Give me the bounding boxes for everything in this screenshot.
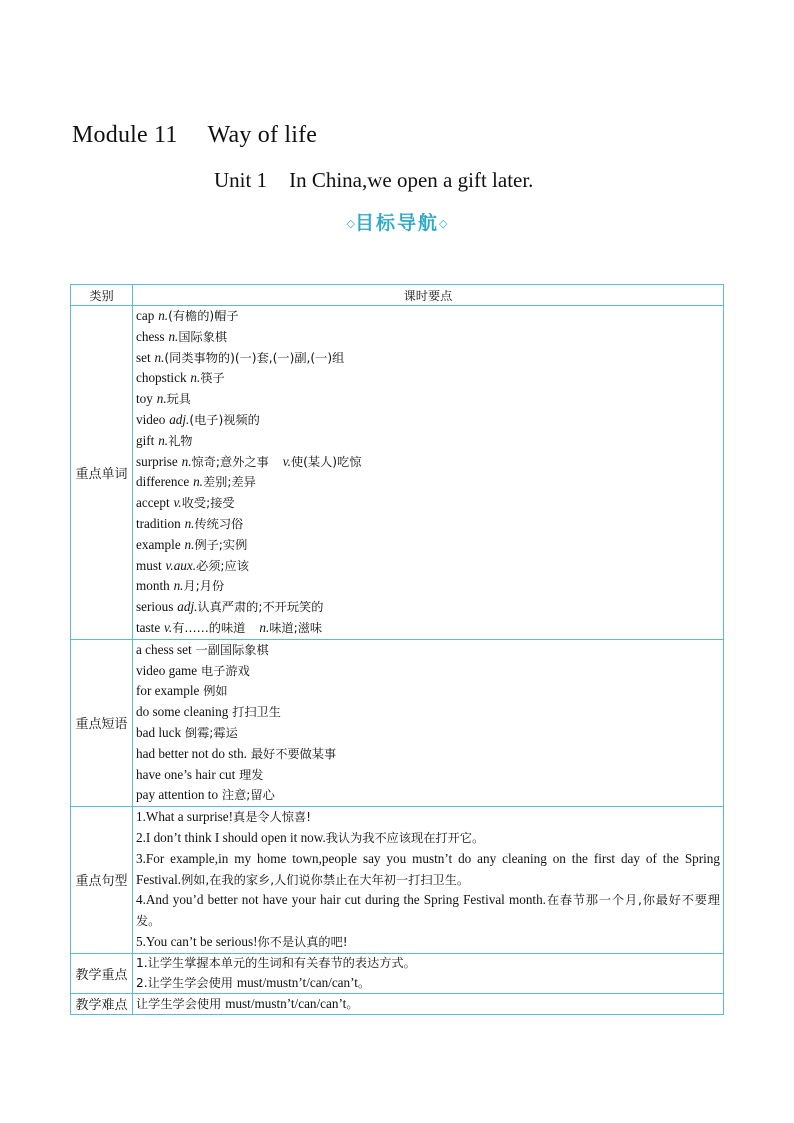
vocab-pos: n. [154,349,165,365]
difficulty-punct: 。 [346,996,359,1011]
vocab-word: month [136,578,170,594]
vocab-item [136,535,720,556]
phrase-en: have one’s hair cut [136,766,236,782]
vocab-item [136,576,720,597]
difficulty-zh: 让学生学会使用 [136,996,226,1011]
vocab-meaning: 筷子 [200,371,225,386]
vocab-item [136,618,720,639]
phrase-item [136,681,720,702]
vocab-item [136,368,720,389]
vocab-word: example [136,536,181,552]
difficulty-category: 教学难点 [71,993,133,1014]
vocab-item [136,306,720,327]
sentence-zh: 真是令人惊喜! [233,810,312,825]
table-header-row [71,285,724,306]
vocab-word: surprise [136,453,178,469]
phrase-item [136,661,720,682]
phrase-en: video game [136,662,198,678]
vocab-item [136,556,720,577]
nav-banner [0,208,794,235]
vocab-word: toy [136,391,153,407]
sentence-en: 1.What a surprise! [136,809,234,825]
phrase-zh: 理发 [239,767,264,782]
phrase-item [136,640,720,661]
vocab-meaning: 传统习俗 [194,516,244,531]
vocab-word: taste [136,619,161,635]
vocab-word: must [136,557,162,573]
sentence-zh: 我认为我不应该现在打开它。 [325,830,485,845]
vocab-meaning: 必须;应该 [196,558,249,573]
vocab-meaning: 例子;实例 [194,537,248,552]
nav-banner-title: 目标导航 [354,212,439,234]
vocab-pos: n. [181,453,192,469]
difficulty-grammar: must/mustn’t/can/can’t [225,995,347,1011]
vocab-word: tradition [136,515,181,531]
sentence-item [136,828,720,849]
vocab-word: chess [136,328,165,344]
sentence-en: 3.For example,in my home town,people say you mustn’t do any cleaning on the first day of the Spring Festival. [136,850,720,887]
phrase-zh: 例如 [203,684,228,699]
sentence-item [136,807,720,828]
vocab-meaning: 礼物 [168,433,193,448]
focus-item [136,973,720,993]
phrase-zh: 倒霉;霉运 [184,725,238,740]
lesson-table [70,284,724,1015]
vocab-pos: adj. [177,599,198,615]
vocab-item [136,452,720,473]
vocab-meaning: (电子)视频的 [189,412,260,427]
diamond-left-icon: ◇ [346,217,355,230]
vocab-pos: v.aux. [165,557,197,573]
vocab-item [136,514,720,535]
sentences-row [71,807,724,954]
sentence-item [136,890,720,932]
vocab-word: chopstick [136,370,187,386]
diamond-right-icon: ◇ [439,217,448,230]
sentence-zh: 在春节那一个月,你最好不要理发。 [136,893,720,929]
vocab-pos: n. [158,432,169,448]
vocab-pos: n. [190,370,201,386]
phrase-zh: 打扫卫生 [232,705,281,720]
focus-grammar: must/mustn’t/can/can’t [236,974,358,990]
phrase-item [136,702,720,723]
vocab-item [136,493,720,514]
focus-punct: 。 [357,975,371,990]
phrase-item [136,765,720,786]
vocab-meaning: 收受;接受 [181,496,235,511]
unit-label: Unit 1 [214,168,268,192]
sentence-item [136,932,720,953]
vocab-item [136,597,720,618]
vocab-word: serious [136,599,174,615]
phrase-en: for example [136,683,200,699]
phrase-en: had better not do sth. [136,745,247,761]
vocab-pos: v. [173,495,182,511]
vocab-category: 重点单词 [71,306,133,640]
vocab-meaning: 差别;差异 [202,475,256,490]
vocab-word: gift [136,432,155,448]
vocab-item [136,327,720,348]
sentence-en: 4.And you’d better not have your hair cut during the Spring Festival month. [136,892,546,908]
vocab-pos: n. [156,391,167,407]
vocab-item [136,389,720,410]
focus-list [133,953,724,993]
sentence-en: 2.I don’t think I should open it now. [136,829,326,845]
sentence-zh: 你不是认真的吧! [257,934,348,949]
vocab-pos: v. [282,453,291,469]
sentence-item [136,849,720,891]
phrase-en: a chess set [136,641,192,657]
phrase-item [136,744,720,765]
phrases-category: 重点短语 [71,639,133,806]
focus-category: 教学重点 [71,953,133,993]
vocab-pos: n. [193,474,203,490]
header-points: 课时要点 [133,285,724,306]
difficulty-text [133,993,724,1014]
focus-text: 2.让学生学会使用 [136,975,237,990]
unit-title [214,168,533,193]
vocab-meaning: 使(某人)吃惊 [290,454,362,469]
focus-text: 1.让学生掌握本单元的生词和有关春节的表达方式。 [136,955,416,970]
phrase-zh: 一副国际象棋 [195,642,269,657]
vocab-meaning: 月;月份 [183,579,225,594]
vocab-item [136,410,720,431]
difficulty-line [136,994,720,1014]
vocab-meaning: (有檐的)帽子 [168,309,239,323]
phrase-item [136,723,720,744]
vocab-pos: v. [164,619,173,635]
vocab-word: difference [136,474,190,490]
vocab-meaning: 玩具 [166,392,191,407]
vocab-pos: n. [259,619,270,635]
vocab-pos: n. [184,536,195,552]
focus-row [71,953,724,993]
phrase-item [136,785,720,806]
phrase-zh: 注意;留心 [221,788,275,803]
vocab-pos: n. [168,328,179,344]
module-label: Module 11 [72,122,178,148]
vocab-item [136,348,720,369]
vocab-list [133,306,724,640]
vocab-pos: n. [184,515,195,531]
phrase-zh: 电子游戏 [201,663,250,678]
phrase-en: do some cleaning [136,704,229,720]
sentences-category: 重点句型 [71,807,133,954]
module-title [72,122,317,149]
sentence-en: 5.You can’t be serious! [136,933,258,949]
vocab-meaning: 味道;滋味 [269,620,323,635]
phrase-zh: 最好不要做某事 [250,746,337,761]
difficulty-row [71,993,724,1014]
vocab-row [71,306,724,640]
unit-name: In China,we open a gift later. [289,168,534,192]
vocab-word: video [136,411,166,427]
phrases-row [71,639,724,806]
vocab-pos: n. [173,578,184,594]
sentence-zh: 例如,在我的家乡,人们说你禁止在大年初一打扫卫生。 [181,872,470,887]
phrase-en: pay attention to [136,787,219,803]
vocab-meaning: 认真严肃的;不开玩笑的 [197,600,324,615]
vocab-item [136,472,720,493]
vocab-pos: adj. [169,411,190,427]
vocab-meaning: 惊奇;意外之事 [191,454,269,469]
phrases-list [133,639,724,806]
vocab-meaning: 有……的味道 [172,620,246,635]
vocab-item [136,431,720,452]
module-name: Way of life [207,122,318,148]
vocab-meaning: 国际象棋 [178,329,228,344]
sentences-list [133,807,724,954]
vocab-word: accept [136,495,170,511]
focus-item [136,954,720,973]
header-category: 类别 [71,285,133,306]
vocab-word: cap [136,308,155,323]
phrase-en: bad luck [136,724,182,740]
vocab-meaning: (同类事物的)(一)套,(一)副,(一)组 [164,350,345,365]
vocab-word: set [136,349,151,365]
vocab-pos: n. [158,308,169,323]
